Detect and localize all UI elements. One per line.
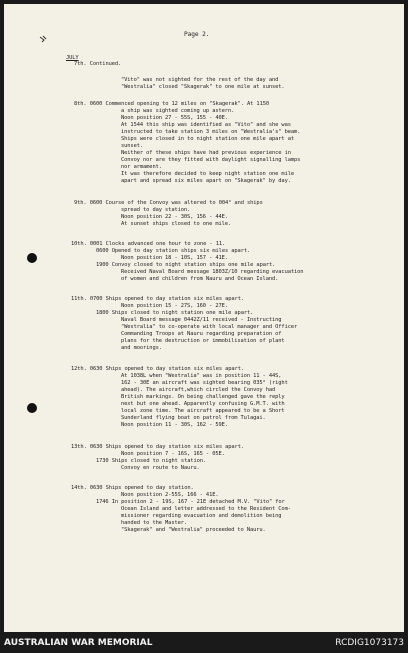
doc-line: Noon position 11 - 30S, 162 - 59E.	[121, 422, 228, 428]
doc-line: At 1544 this ship was identified as "Vito" and she was	[121, 122, 291, 128]
footer-record-id: RCDIG1073173	[335, 638, 404, 648]
doc-line: and moorings.	[121, 345, 162, 351]
document-page	[4, 4, 404, 632]
doc-line: nor armament.	[121, 164, 162, 170]
doc-line: 1900 Convoy closed to night station ships one mile apart.	[96, 262, 276, 268]
doc-line: missioner regarding evacuation and demolition being	[121, 513, 282, 519]
month-heading: JULY	[66, 55, 79, 61]
doc-line: Received Naval Board message 1803Z/10 regarding evacuation	[121, 269, 304, 275]
doc-line: 1800 Ships closed to night station one mile apart.	[96, 310, 254, 316]
doc-line: Noon position 15 - 27S, 160 - 27E.	[121, 303, 228, 309]
doc-line: Neither of these ships have had previous experience in	[121, 150, 291, 156]
doc-line: "Vito" was not sighted for the rest of the day and	[121, 77, 279, 83]
doc-line: spread to day station.	[121, 207, 191, 213]
doc-line: Sunderland flying boat on patrol from Tulagai.	[121, 415, 266, 421]
doc-line: Noon position 2-55S, 166 - 41E.	[121, 492, 219, 498]
doc-line: 11th. 0700 Ships opened to day station six miles apart.	[71, 296, 244, 302]
doc-line: British markings. On being challenged gave the reply	[121, 394, 285, 400]
doc-line: Ocean Island and letter addressed to the Resident Com-	[121, 506, 291, 512]
doc-line: plans for the destruction or immobilisation of plant	[121, 338, 285, 344]
doc-line: 10th. 0001 Clocks advanced one hour to zone - 11.	[71, 241, 226, 247]
doc-line: 0600 Opened to day station ships six miles apart.	[96, 248, 251, 254]
doc-line: local zone time. The aircraft appeared to be a Short	[121, 408, 285, 414]
doc-line: Noon position 27 - 55S, 155 - 40E.	[121, 115, 228, 121]
doc-line: 7th. Continued.	[74, 61, 122, 67]
doc-line: 8th. 0600 Commenced opening to 12 miles on "Skagerak". At 1150	[74, 101, 270, 107]
doc-line: 1746 In position 2 - 19S, 167 - 21E detached M.V. "Vito" for	[96, 499, 285, 505]
doc-line: 1730 Ships closed to night station.	[96, 458, 207, 464]
doc-line: Ships were closed in to night station one mile apart at	[121, 136, 294, 142]
doc-line: "Westralia" to co-operate with local manager and Officer	[121, 324, 298, 330]
doc-line: 14th. 0630 Ships opened to day station.	[71, 485, 194, 491]
doc-line: sunset.	[121, 143, 144, 149]
punch-hole	[27, 403, 37, 413]
doc-line: Noon position 7 - 16S, 165 - 05E.	[121, 451, 225, 457]
doc-line: "Skagerak" and "Westralia" proceeded to Nauru.	[121, 527, 266, 533]
doc-line: 12th. 0630 Ships opened to day station six miles apart.	[71, 366, 244, 372]
doc-line: handed to the Master.	[121, 520, 188, 526]
punch-hole	[27, 253, 37, 263]
doc-line: 9th. 0600 Course of the Convoy was altered to 004° and ships	[74, 200, 263, 206]
doc-line: Convoy en route to Nauru.	[121, 465, 200, 471]
doc-line: Commanding Troops at Nauru regarding preparation of	[121, 331, 282, 337]
doc-line: of women and children from Nauru and Ocean Island.	[121, 276, 279, 282]
doc-line: a ship was sighted coming up astern.	[121, 108, 235, 114]
footer-institution: AUSTRALIAN WAR MEMORIAL	[4, 638, 153, 648]
doc-line: It was therefore decided to keep night station one mile	[121, 171, 294, 177]
doc-line: Convoy nor are they fitted with daylight signalling lamps	[121, 157, 301, 163]
doc-line: At 1038L when "Westralia" was in position 11 - 44S,	[121, 373, 282, 379]
doc-line: 162 - 30E an aircraft was sighted bearing 035° (right	[121, 380, 288, 386]
doc-line: 13th. 0630 Ships opened to day station six miles apart.	[71, 444, 244, 450]
doc-line: At sunset ships closed to one mile.	[121, 221, 232, 227]
doc-line: Naval Board message 0442Z/11 received - Instructing	[121, 317, 282, 323]
footer-bar	[0, 634, 408, 653]
ink-mark	[38, 34, 48, 44]
page-title: Page 2.	[184, 31, 210, 38]
doc-line: apart and spread six miles apart on "Skagerak" by day.	[121, 178, 291, 184]
doc-line: ahead). The aircraft,which circled the Convoy had	[121, 387, 276, 393]
doc-line: instructed to take station 3 miles on "Westralia's" beam.	[121, 129, 301, 135]
doc-line: "Westralia" closed "Skagerak" to one mile at sunset.	[121, 84, 285, 90]
doc-line: Noon position 22 - 30S, 156 - 44E.	[121, 214, 228, 220]
doc-line: next but one ahead. Apparently confusing G.M.T. with	[121, 401, 285, 407]
doc-line: Noon position 18 - 10S, 157 - 41E.	[121, 255, 228, 261]
